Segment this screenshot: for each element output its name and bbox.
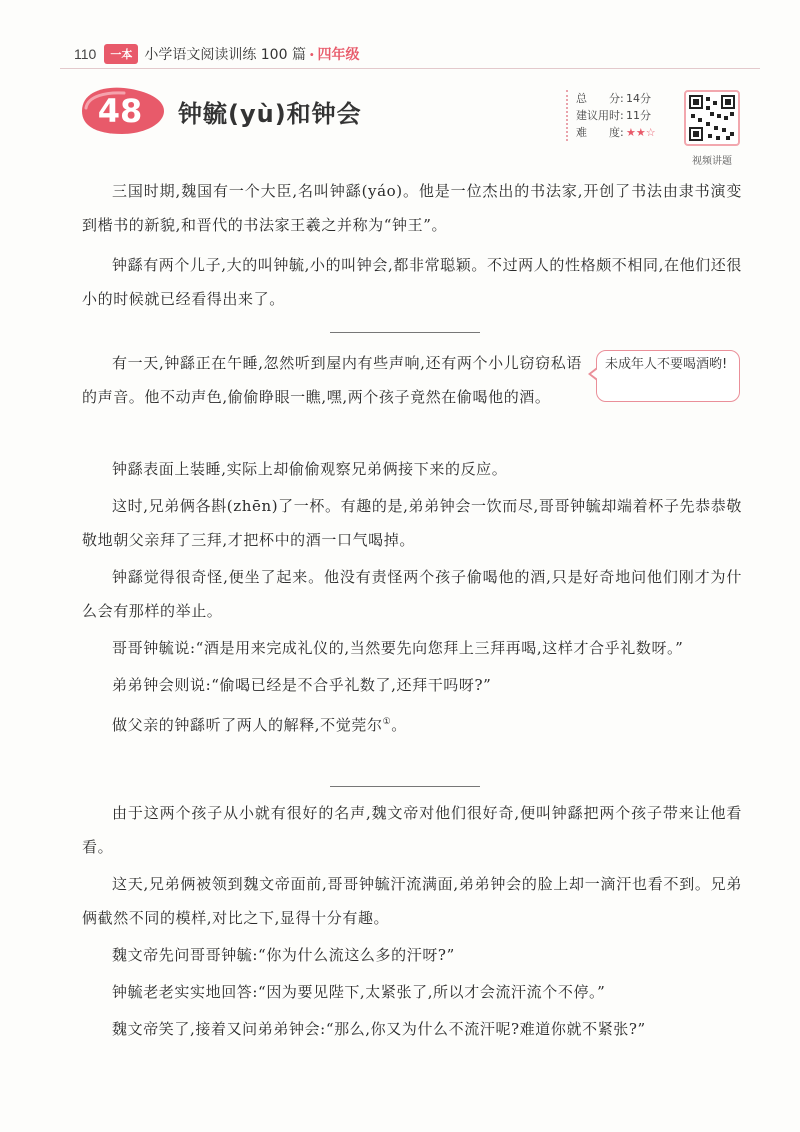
brand-logo: 一本 bbox=[104, 44, 138, 64]
paragraph-end: 。 bbox=[391, 716, 407, 734]
info-box bbox=[566, 90, 688, 141]
star-empty-icon: ☆ bbox=[645, 126, 656, 139]
lesson-number-badge bbox=[74, 84, 166, 138]
paragraph: 钟繇有两个儿子,大的叫钟毓,小的叫钟会,都非常聪颖。不过两人的性格颇不相同,在他们还很小的时候就已经看得出来了。 bbox=[82, 256, 742, 308]
series-title: 小学语文阅读训练 100 篇 bbox=[144, 47, 306, 63]
time-value: 11分 bbox=[626, 109, 651, 122]
lesson-number: 48 bbox=[97, 92, 143, 130]
lesson-title: 钟毓(yù)和钟会 bbox=[178, 100, 362, 128]
section-2 bbox=[82, 452, 742, 742]
grade-label: 四年级 bbox=[317, 47, 360, 63]
paragraph: 钟繇表面上装睡,实际上却偷偷观察兄弟俩接下来的反应。 bbox=[112, 460, 508, 478]
difficulty-stars bbox=[626, 124, 656, 141]
paragraph bbox=[82, 705, 742, 742]
qr-caption: 视频讲题 bbox=[692, 156, 732, 167]
separator-dot: · bbox=[308, 44, 315, 64]
score-value: 14分 bbox=[626, 92, 651, 105]
paragraph: 弟弟钟会则说:“偷喝已经是不合乎礼数了,还拜干吗呀?” bbox=[112, 676, 492, 694]
paragraph: 钟繇觉得很奇怪,便坐了起来。他没有责怪两个孩子偷喝他的酒,只是好奇地问他们刚才为什么会有那样的举止。 bbox=[82, 568, 742, 620]
header-divider bbox=[60, 68, 760, 69]
paragraph: 哥哥钟毓说:“酒是用来完成礼仪的,当然要先向您拜上三拜再喝,这样才合乎礼数呀。” bbox=[112, 639, 684, 657]
paragraph-text: 做父亲的钟繇听了两人的解释,不觉莞尔 bbox=[112, 716, 383, 734]
paragraph: 这时,兄弟俩各斟(zhēn)了一杯。有趣的是,弟弟钟会一饮而尽,哥哥钟毓却端着杯子先恭恭敬敬地朝父亲拜了三拜,才把杯中的酒一口气喝掉。 bbox=[82, 497, 742, 549]
section-1 bbox=[82, 174, 742, 316]
paragraph: 这天,兄弟俩被领到魏文帝面前,哥哥钟毓汗流满面,弟弟钟会的脸上却一滴汗也看不到。兄弟俩截然不同的模样,对比之下,显得十分有趣。 bbox=[82, 875, 742, 927]
page-number: 110 bbox=[74, 46, 97, 62]
qr-code-icon[interactable] bbox=[684, 90, 740, 146]
score-label: 总 分: bbox=[576, 92, 624, 105]
paragraph: 魏文帝先问哥哥钟毓:“你为什么流这么多的汗呀?” bbox=[112, 946, 455, 964]
section-divider bbox=[330, 786, 480, 787]
paragraph: 三国时期,魏国有一个大臣,名叫钟繇(yáo)。他是一位杰出的书法家,开创了书法由隶书演变到楷书的新貌,和晋代的书法家王羲之并称为“钟王”。 bbox=[82, 182, 742, 234]
side-note-bubble: 未成年人不要喝酒哟! bbox=[596, 350, 740, 402]
star-filled-icon: ★★ bbox=[626, 126, 646, 139]
time-label: 建议用时: bbox=[576, 109, 624, 122]
paragraph: 钟毓老老实实地回答:“因为要见陛下,太紧张了,所以才会流汗流个不停。” bbox=[112, 983, 606, 1001]
running-header bbox=[74, 40, 360, 68]
paragraph: 有一天,钟繇正在午睡,忽然听到屋内有些声响,还有两个小儿窃窃私语的声音。他不动声色,偷偷睁眼一瞧,嘿,两个孩子竟然在偷喝他的酒。 bbox=[82, 354, 582, 406]
section-divider bbox=[330, 332, 480, 333]
paragraph: 由于这两个孩子从小就有很好的名声,魏文帝对他们很好奇,便叫钟繇把两个孩子带来让他看看。 bbox=[82, 804, 742, 856]
difficulty-label: 难 度: bbox=[576, 126, 624, 139]
footnote-marker[interactable]: ① bbox=[382, 717, 392, 727]
section-3 bbox=[82, 796, 742, 1046]
paragraph: 魏文帝笑了,接着又问弟弟钟会:“那么,你又为什么不流汗呢?难道你就不紧张?” bbox=[112, 1020, 646, 1038]
